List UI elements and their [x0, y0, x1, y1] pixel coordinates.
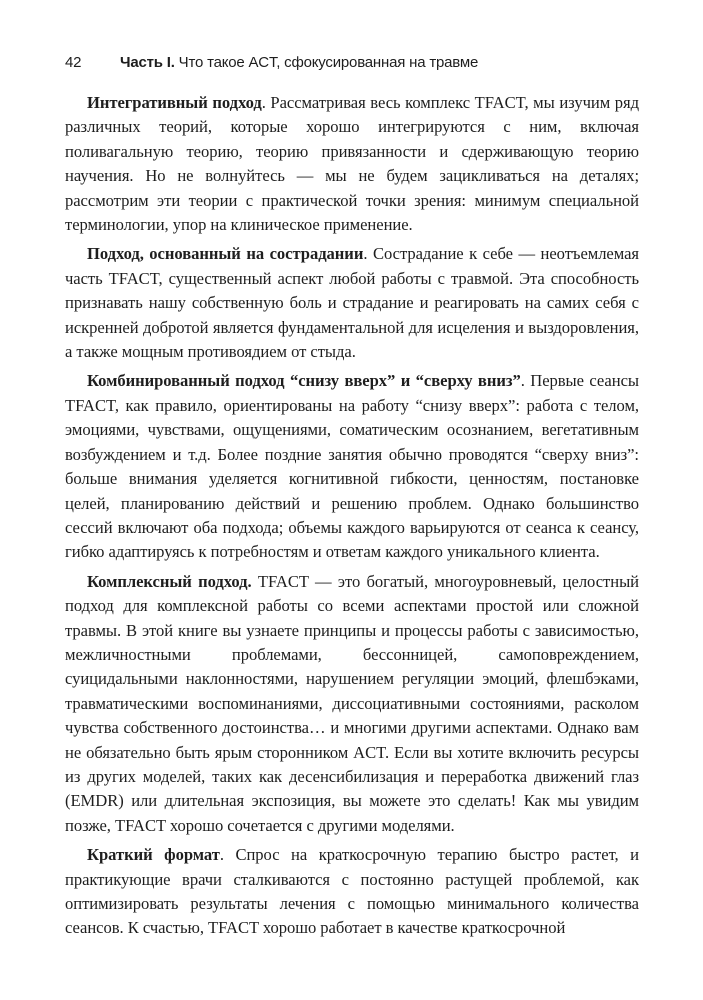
paragraph-lead: Краткий формат: [87, 845, 220, 865]
paragraph-lead: Комплексный подход.: [87, 571, 252, 591]
paragraph-comprehensive-approach: [65, 570, 639, 838]
paragraph-combined-approach: [65, 369, 639, 564]
chapter-title: Что такое ACT, сфокусированная на травме: [174, 54, 479, 71]
book-page: [65, 52, 639, 946]
paragraph-text: . Рассматривая весь комплекс TFACT, мы изучим ряд различных теорий, которые хорошо интегрируются с ним, включая поливагальную теорию, теорию привязанности и сдерживающую теорию научения. Но не волнуйтесь — мы не будем зацикливаться на деталях; рассмотрим эти теории с практической точки зрения: минимум специальной терминологии, упор на клиническое применение.: [65, 93, 639, 235]
paragraph-integrative-approach: [65, 91, 639, 237]
paragraph-text: TFACT — это богатый, многоуровневый, целостный подход для комплексной работы со всеми аспектами простой или сложной травмы. В этой книге вы узнаете принципы и процессы работы с зависимостью, межличностными проблемами, бессонницей, самоповреждением, суицидальными наклонностями, нарушением регуляции эмоций, флешбэками, травматическими воспоминаниями, диссоциативными состояниями, расколом чувства собственного достоинства… и многими другими аспектами. Однако вам не обязательно быть ярым сторонником ACT. Если вы хотите включить ресурсы из других моделей, таких как десенсибилизация и переработка движений глаз (EMDR) или длительная экспозиция, вы можете это сделать! Как мы увидим позже, TFACT хорошо сочетается с другими моделями.: [65, 571, 639, 835]
part-label: Часть I.: [120, 54, 175, 71]
paragraph-compassion-approach: [65, 242, 639, 364]
paragraph-text: . Спрос на краткосрочную терапию быстро растет, и практикующие врачи сталкиваются с постоянно растущей проблемой, как оптимизировать результаты лечения с помощью минимального количества сеансов. К счастью, TFACT хорошо работает в качестве краткосрочной: [65, 845, 639, 938]
paragraph-lead: Подход, основанный на сострадании: [87, 244, 364, 264]
page-number: 42: [65, 54, 82, 71]
paragraph-brief-format: [65, 843, 639, 941]
paragraph-lead: Интегративный подход: [87, 93, 262, 112]
paragraph-text: . Сострадание к себе — неотъемлемая часть TFACT, существенный аспект любой работы с травмой. Эта способность признавать нашу собственную боль и страдание и реагировать на самих себя с искренней добротой является фундаментальной для исцеления и выздоровления, а также мощным противоядием от стыда.: [65, 244, 639, 362]
running-head: [65, 52, 639, 74]
body-text: [65, 91, 639, 941]
paragraph-text: . Первые сеансы TFACT, как правило, ориентированы на работу “снизу вверх”: работа с телом, эмоциями, чувствами, ощущениями, соматическим осознанием, вегетативным возбуждением и т.д. Более поздние занятия обычно проводятся “сверху вниз”: больше внимания уделяется когнитивной гибкости, ценностям, постановке целей, планированию действий и решению проблем. Однако большинство сессий включают оба подхода; объемы каждого варьируются от сеанса к сеансу, гибко адаптируясь к потребностям и ответам каждого уникального клиента.: [65, 371, 639, 562]
paragraph-lead: Комбинированный подход “снизу вверх” и “сверху вниз”: [87, 371, 521, 391]
